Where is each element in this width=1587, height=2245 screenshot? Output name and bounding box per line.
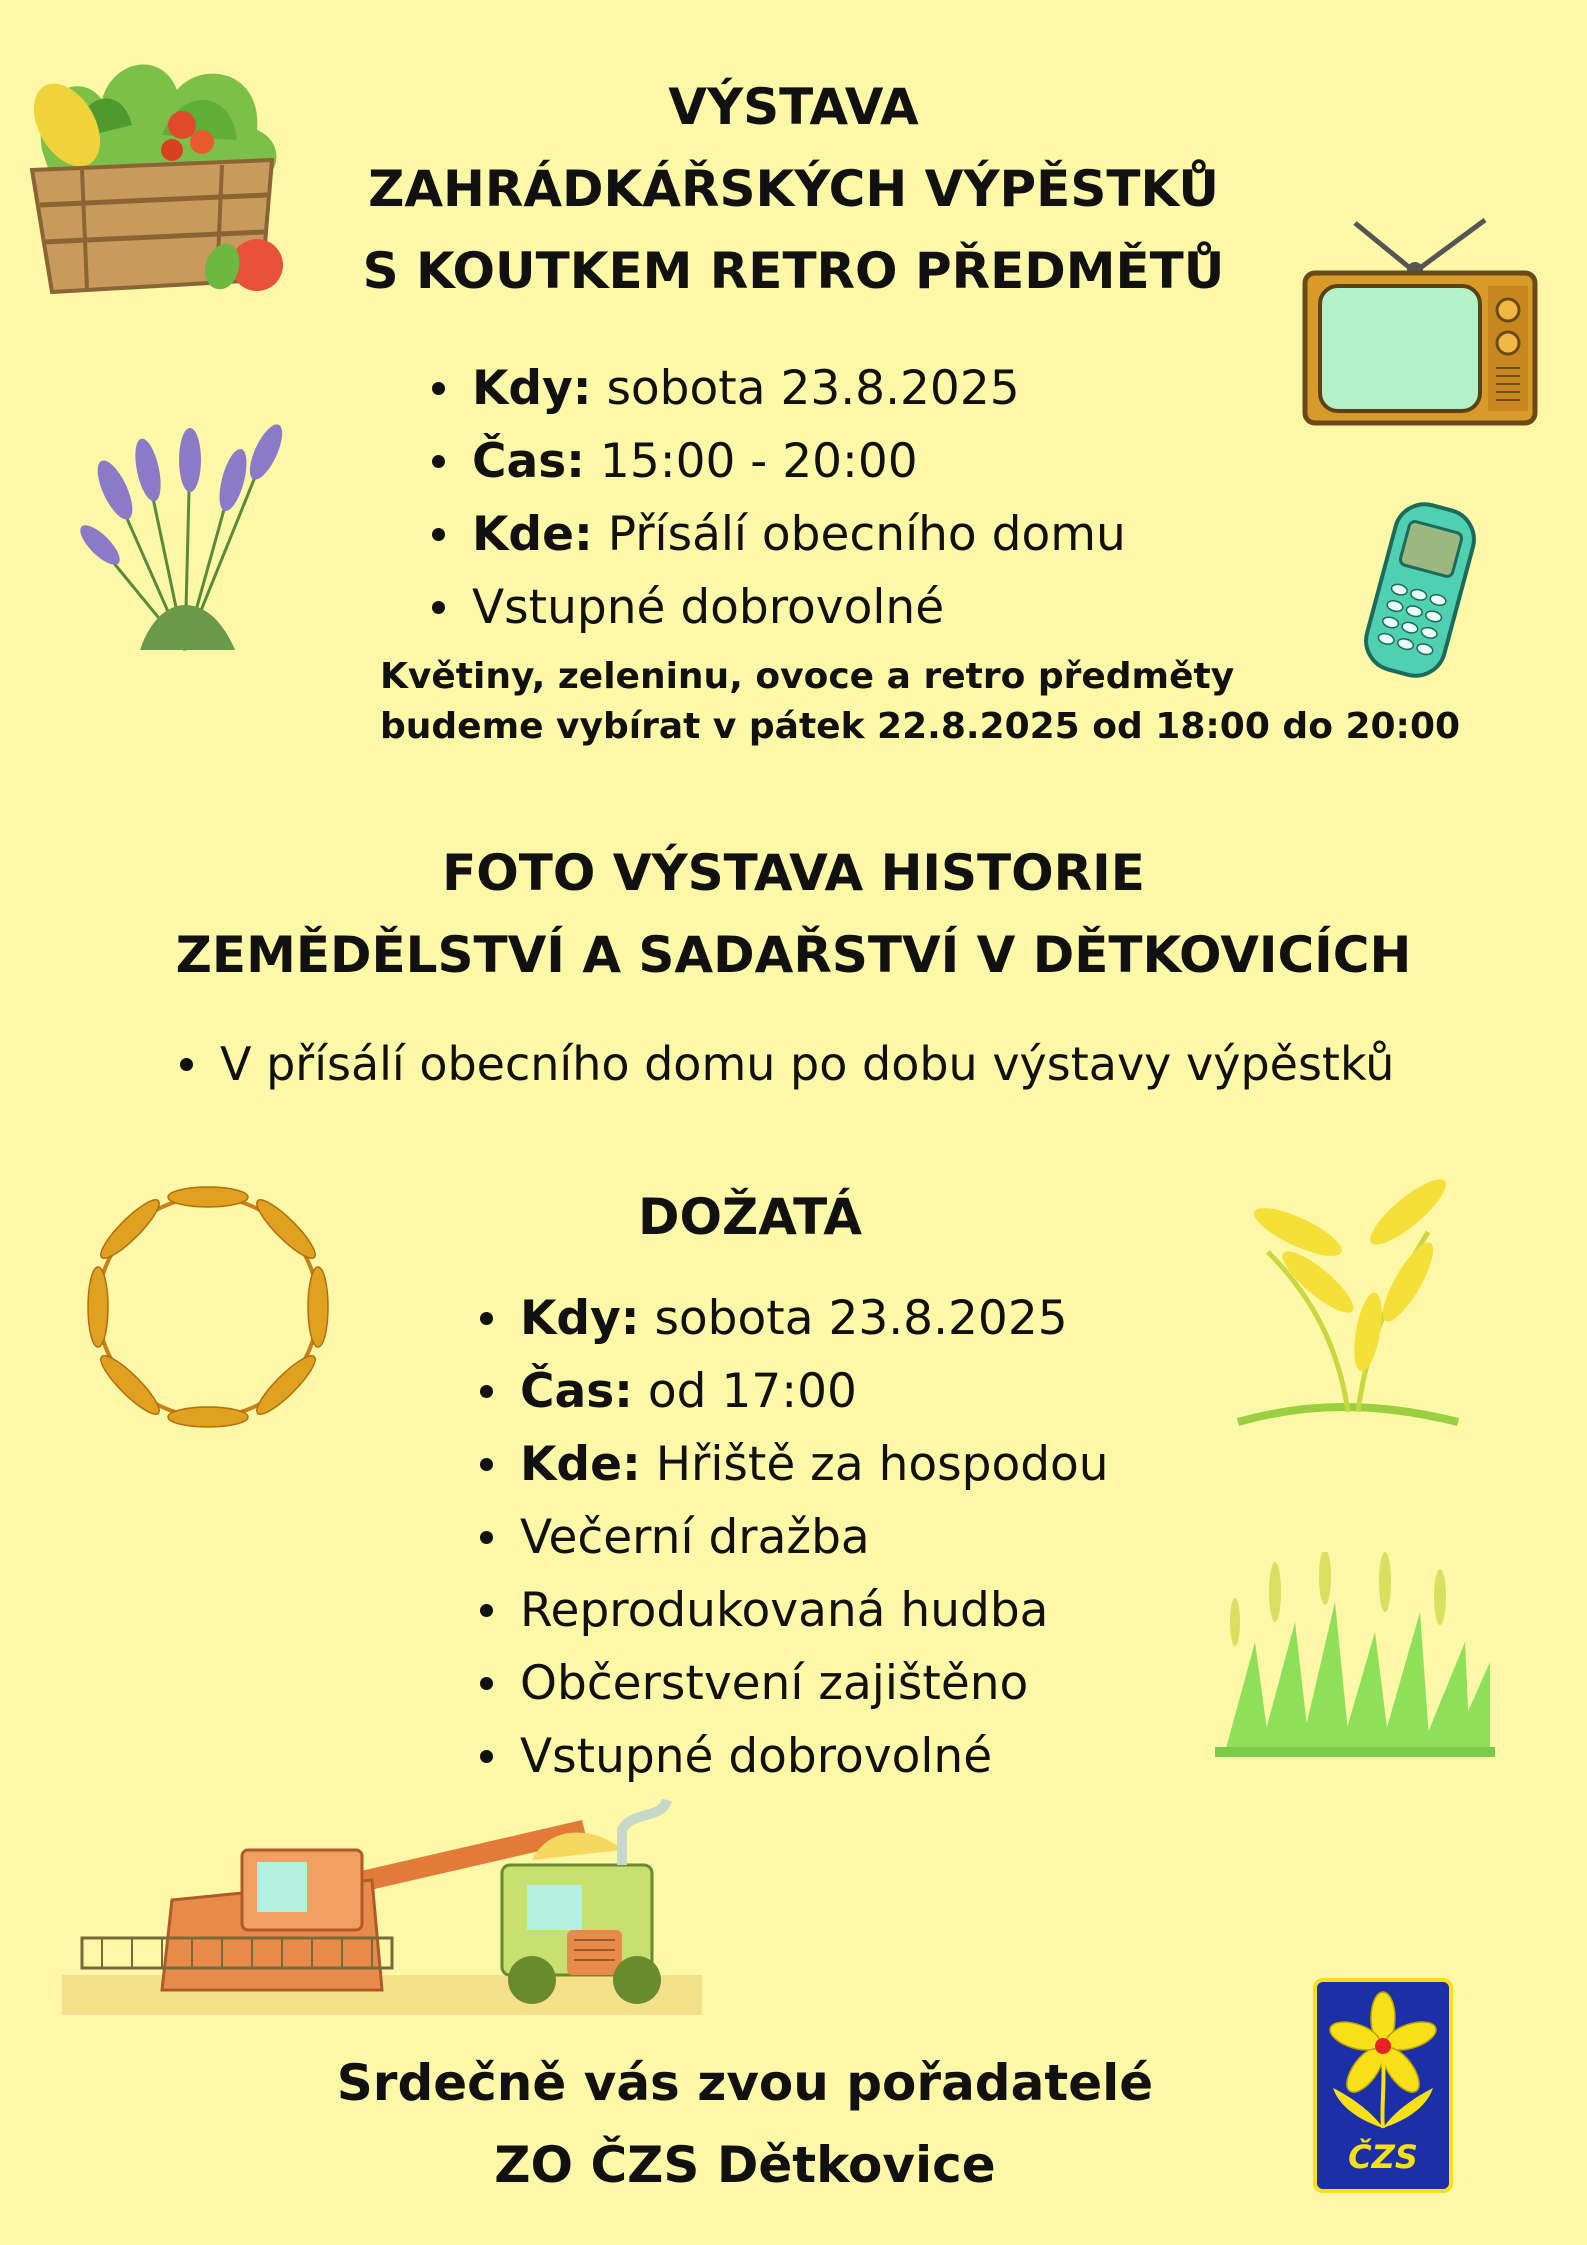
retro-tv-icon: [1300, 218, 1540, 428]
combine-harvester-icon: [62, 1790, 702, 2020]
exhibition-title-line: S KOUTKEM RETRO PŘEDMĚTŮ: [362, 242, 1225, 300]
wheat-ears-icon: [1228, 1172, 1478, 1442]
list-item: Čas: od 17:00: [478, 1355, 1109, 1428]
exhibition-info-list: [430, 352, 1126, 644]
list-item: Kdy: sobota 23.8.2025: [430, 352, 1126, 425]
harvest-title: DOŽATÁ: [638, 1188, 862, 1246]
harvest-info-list: [478, 1282, 1109, 1793]
list-item: Čas: 15:00 - 20:00: [430, 425, 1126, 498]
footer-invitation: Srdečně vás zvou pořadatelé ZO ČZS Dětkovice: [336, 2054, 1154, 2194]
list-item: Kdy: sobota 23.8.2025: [478, 1282, 1109, 1355]
exhibition-title-line: ZAHRÁDKÁŘSKÝCH VÝPĚSTKŮ: [368, 160, 1219, 218]
vegetable-crate-icon: [12, 30, 302, 320]
list-item: Reprodukovaná hudba: [478, 1574, 1109, 1647]
list-item: Vstupné dobrovolné: [478, 1720, 1109, 1793]
grass-icon: [1215, 1552, 1495, 1762]
list-item: Kde: Přísálí obecního domu: [430, 498, 1126, 571]
photo-info-list: [178, 1028, 1394, 1101]
list-item: Občerstvení zajištěno: [478, 1647, 1109, 1720]
photo-title: FOTO VÝSTAVA HISTORIE ZEMĚDĚLSTVÍ A SADAŘSTVÍ V DĚTKOVICÍCH: [175, 844, 1412, 984]
czs-logo-text: ČZS: [1348, 2138, 1418, 2176]
retro-phone-icon: [1355, 500, 1485, 680]
wheat-wreath-icon: [68, 1172, 348, 1442]
list-item: V přísálí obecního domu po dobu výstavy výpěstků: [178, 1028, 1394, 1101]
czs-logo-icon: [1313, 1978, 1453, 2193]
collection-note: Květiny, zeleninu, ovoce a retro předměty budeme vybírat v pátek 22.8.2025 od 18:00 do 20:00: [380, 656, 1461, 747]
list-item: Vstupné dobrovolné: [430, 571, 1126, 644]
exhibition-title-line: VÝSTAVA: [668, 78, 919, 136]
list-item: Večerní dražba: [478, 1501, 1109, 1574]
list-item: Kde: Hřiště za hospodou: [478, 1428, 1109, 1501]
lavender-icon: [70, 420, 300, 660]
